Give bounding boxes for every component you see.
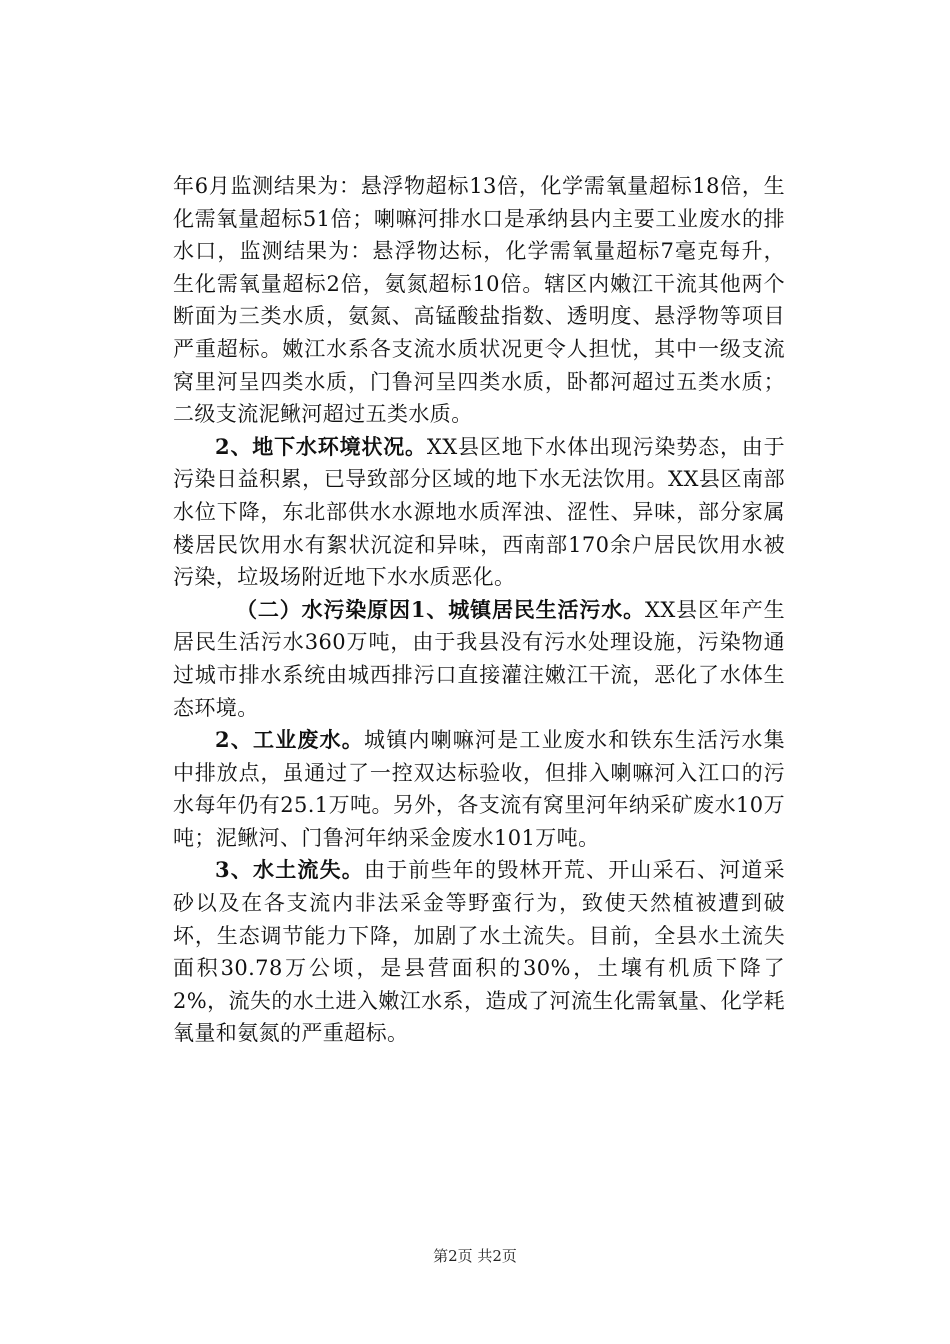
paragraph-domestic-sewage [173, 594, 785, 724]
section-heading: 3、水土流失。 [215, 857, 365, 883]
page-footer: 第2页 共2页 [433, 1247, 517, 1265]
paragraph-text: 城镇内喇嘛河是工业废水和铁东生活污水集中排放点，虽通过了一控双达标验收，但排入喇嘛河入江口的污水每年仍有25.1万吨。另外，各支流有窝里河年纳采矿废水10万吨；泥鳅河、门鲁河年纳采金废水101万吨。 [173, 728, 785, 850]
document-body [173, 170, 785, 1050]
paragraph-text: XX县区年产生居民生活污水360万吨，由于我县没有污水处理设施，污染物通过城市排水系统由城西排污口直接灌注嫩江干流，恶化了水体生态环境。 [173, 597, 785, 720]
paragraph-text: 年6月监测结果为：悬浮物超标13倍，化学需氧量超标18倍，生化需氧量超标51倍；喇嘛河排水口是承纳县内主要工业废水的排水口，监测结果为：悬浮物达标，化学需氧量超标7毫克每升，生化需氧量超标2倍，氨氮超标10倍。辖区内嫩江干流其他两个断面为三类水质，氨氮、高锰酸盐指数、透明度、悬浮物等项目严重超标。嫩江水系各支流水质状况更令人担忧，其中一级支流窝里河呈四类水质，门鲁河呈四类水质，卧都河超过五类水质；二级支流泥鳅河超过五类水质。 [173, 174, 785, 427]
paragraph-water-monitoring [173, 170, 785, 431]
section-heading: （二）水污染原因1、城镇居民生活污水。 [236, 596, 645, 622]
section-heading: 2、地下水环境状况。 [215, 433, 427, 459]
paragraph-text: XX县区地下水体出现污染势态，由于污染日益积累，已导致部分区域的地下水无法饮用。XX县区南部水位下降，东北部供水水源地水质浑浊、涩性、异味，部分家属楼居民饮用水有絮状沉淀和异味，西南部170余户居民饮用水被污染，垃圾场附近地下水水质恶化。 [173, 434, 785, 590]
paragraph-groundwater [173, 431, 785, 594]
paragraph-soil-erosion [173, 854, 785, 1050]
section-heading: 2、工业废水。 [215, 727, 365, 753]
paragraph-industrial-wastewater [173, 724, 785, 854]
paragraph-text: 由于前些年的毁林开荒、开山采石、河道采砂以及在各支流内非法采金等野蛮行为，致使天然植被遭到破坏，生态调节能力下降，加剧了水土流失。目前，全县水土流失面积30.78万公顷，是县营面积的30%，土壤有机质下降了2%，流失的水土进入嫩江水系，造成了河流生化需氧量、化学耗氧量和氨氮的严重超标。 [173, 858, 785, 1046]
